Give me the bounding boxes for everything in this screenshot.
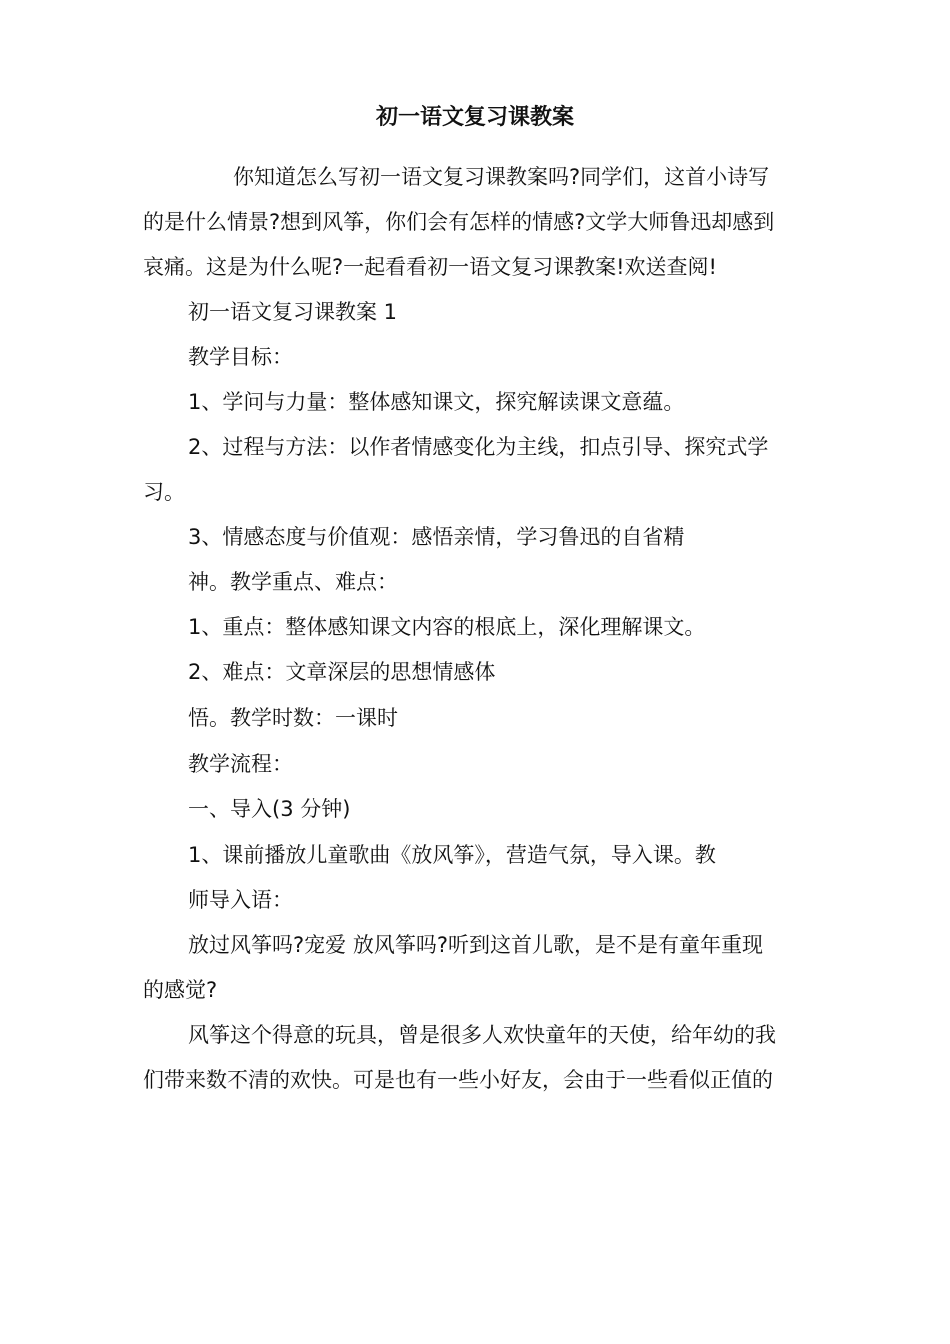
paragraph-line: 你知道怎么写初一语文复习课教案吗?同学们，这首小诗写	[233, 165, 770, 189]
paragraph-line: 们带来数不清的欢快。可是也有一些小好友，会由于一些看似正值的	[143, 1068, 773, 1092]
paragraph-line: 放过风筝吗?宠爱 放风筝吗?听到这首儿歌，是不是有童年重现	[188, 933, 763, 957]
paragraph-line: 1、课前播放儿童歌曲《放风筝》，营造气氛，导入课。教	[188, 843, 716, 867]
paragraph-line: 2、难点：文章深层的思想情感体	[188, 660, 496, 684]
paragraph-line: 悟。教学时数：一课时	[188, 706, 398, 730]
paragraph-line: 2、过程与方法：以作者情感变化为主线，扣点引导、探究式学	[188, 435, 769, 459]
paragraph-line: 教学流程：	[188, 752, 293, 776]
paragraph-line: 3、情感态度与价值观：感悟亲情，学习鲁迅的自省精	[188, 525, 685, 549]
paragraph-line: 教学目标：	[188, 345, 293, 369]
paragraph-line: 1、学问与力量：整体感知课文，探究解读课文意蕴。	[188, 390, 685, 414]
paragraph-line: 习。	[143, 480, 185, 504]
paragraph-line: 1、重点：整体感知课文内容的根底上，深化理解课文。	[188, 615, 706, 639]
section-heading: 初一语文复习课教案 1	[188, 300, 398, 324]
paragraph-line: 风筝这个得意的玩具，曾是很多人欢快童年的天使，给年幼的我	[188, 1023, 776, 1047]
paragraph-line: 一、导入(3 分钟)	[188, 797, 351, 821]
paragraph-line: 神。教学重点、难点：	[188, 570, 398, 594]
paragraph-line: 的是什么情景?想到风筝，你们会有怎样的情感?文学大师鲁迅却感到	[143, 210, 775, 234]
paragraph-line: 哀痛。这是为什么呢?一起看看初一语文复习课教案!欢送查阅!	[143, 255, 717, 279]
paragraph-line: 师导入语：	[188, 888, 293, 912]
document-title: 初一语文复习课教案	[375, 105, 574, 130]
paragraph-line: 的感觉?	[143, 978, 218, 1002]
